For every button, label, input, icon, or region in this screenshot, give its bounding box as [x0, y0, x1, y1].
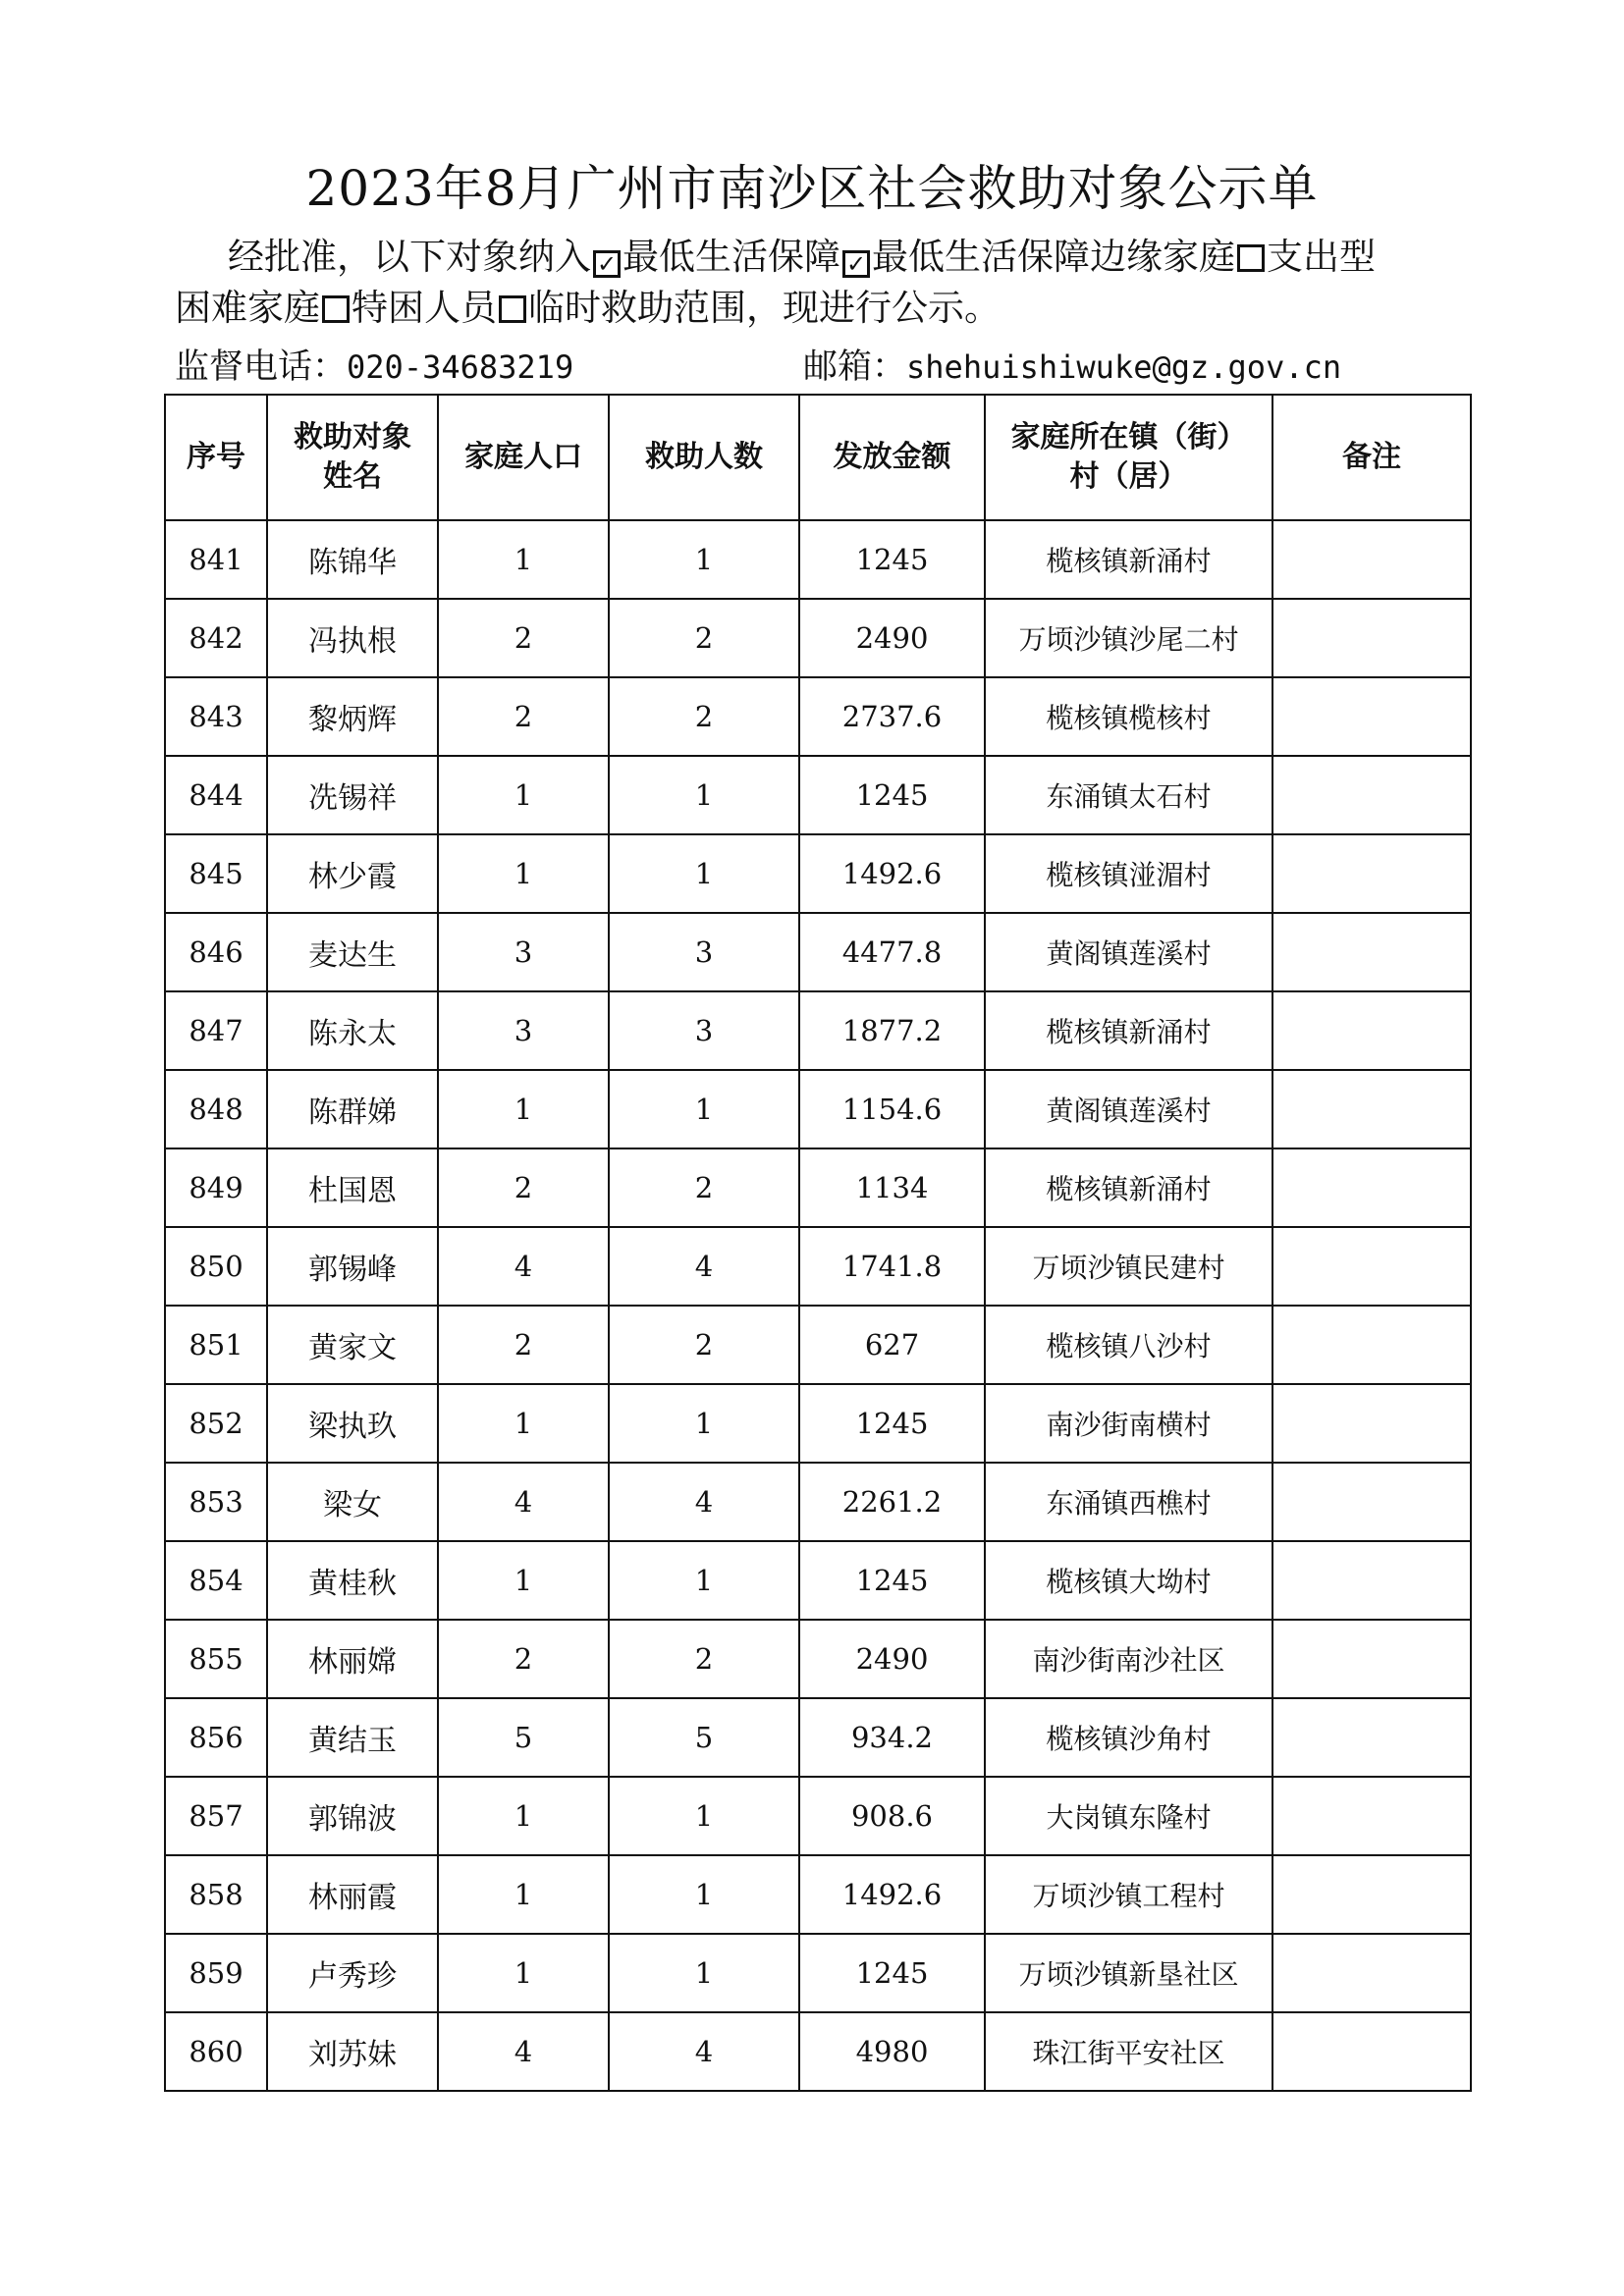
amount-cell: 1245 — [799, 756, 985, 834]
checkbox-empty-icon — [322, 295, 350, 323]
name-cell: 郭锡峰 — [267, 1227, 438, 1306]
aided-count-cell: 1 — [609, 756, 799, 834]
name-cell: 梁执玖 — [267, 1384, 438, 1463]
location-cell: 榄核镇湴湄村 — [985, 834, 1272, 913]
name-cell: 黄结玉 — [267, 1698, 438, 1777]
intro-text: 特困人员 — [352, 287, 497, 329]
household-size-cell: 1 — [438, 1934, 609, 2012]
name-cell: 陈群娣 — [267, 1070, 438, 1148]
location-cell: 万顷沙镇沙尾二村 — [985, 599, 1272, 677]
remarks-cell — [1272, 1855, 1471, 1934]
location-cell: 榄核镇榄核村 — [985, 677, 1272, 756]
table-row — [165, 1384, 1471, 1463]
header-cell-text: 家庭所在镇（街）村（居） — [1010, 420, 1247, 494]
aided-count-cell: 2 — [609, 677, 799, 756]
row-number-cell: 857 — [165, 1777, 267, 1855]
amount-cell: 2490 — [799, 599, 985, 677]
remarks-cell — [1272, 834, 1471, 913]
aided-count-cell: 1 — [609, 1855, 799, 1934]
remarks-cell — [1272, 1227, 1471, 1306]
location-cell: 万顷沙镇新垦社区 — [985, 1934, 1272, 2012]
phone-label: 监督电话： — [175, 347, 348, 387]
household-size-cell: 2 — [438, 677, 609, 756]
row-number-cell: 853 — [165, 1463, 267, 1541]
table-row — [165, 834, 1471, 913]
location-cell: 黄阁镇莲溪村 — [985, 913, 1272, 991]
intro-line-1 — [175, 232, 1481, 283]
table-row — [165, 1698, 1471, 1777]
table-row — [165, 520, 1471, 599]
table-row — [165, 913, 1471, 991]
aided-count-cell: 2 — [609, 1620, 799, 1698]
intro-paragraph — [175, 232, 1481, 334]
location-cell: 榄核镇沙角村 — [985, 1698, 1272, 1777]
aided-count-cell: 1 — [609, 1384, 799, 1463]
amount-cell: 1245 — [799, 520, 985, 599]
household-size-cell: 5 — [438, 1698, 609, 1777]
header-cell: 救助人数 — [609, 395, 799, 520]
remarks-cell — [1272, 913, 1471, 991]
household-size-cell: 1 — [438, 1855, 609, 1934]
household-size-cell: 1 — [438, 1070, 609, 1148]
row-number-cell: 841 — [165, 520, 267, 599]
row-number-cell: 846 — [165, 913, 267, 991]
recipients-table — [164, 394, 1472, 2092]
remarks-cell — [1272, 520, 1471, 599]
remarks-cell — [1272, 1620, 1471, 1698]
name-cell: 刘苏妹 — [267, 2012, 438, 2091]
aided-count-cell: 4 — [609, 1227, 799, 1306]
remarks-cell — [1272, 2012, 1471, 2091]
name-cell: 冯执根 — [267, 599, 438, 677]
remarks-cell — [1272, 1777, 1471, 1855]
email-address: shehuishiwuke@gz.gov.cn — [906, 348, 1342, 386]
location-cell: 大岗镇东隆村 — [985, 1777, 1272, 1855]
contact-line — [175, 344, 1342, 391]
row-number-cell: 843 — [165, 677, 267, 756]
header-cell: 发放金额 — [799, 395, 985, 520]
row-number-cell: 849 — [165, 1148, 267, 1227]
aided-count-cell: 4 — [609, 2012, 799, 2091]
household-size-cell: 4 — [438, 1227, 609, 1306]
household-size-cell: 3 — [438, 913, 609, 991]
name-cell: 黎炳辉 — [267, 677, 438, 756]
remarks-cell — [1272, 1306, 1471, 1384]
location-cell: 榄核镇新涌村 — [985, 991, 1272, 1070]
name-cell: 陈锦华 — [267, 520, 438, 599]
household-size-cell: 3 — [438, 991, 609, 1070]
remarks-cell — [1272, 1463, 1471, 1541]
amount-cell: 4477.8 — [799, 913, 985, 991]
table-row — [165, 756, 1471, 834]
household-size-cell: 2 — [438, 1620, 609, 1698]
table-row — [165, 1227, 1471, 1306]
row-number-cell: 847 — [165, 991, 267, 1070]
header-cell — [985, 395, 1272, 520]
intro-text: 困难家庭 — [175, 287, 320, 329]
name-cell: 黄家文 — [267, 1306, 438, 1384]
amount-cell: 2490 — [799, 1620, 985, 1698]
location-cell: 万顷沙镇工程村 — [985, 1855, 1272, 1934]
name-cell: 卢秀珍 — [267, 1934, 438, 2012]
table-row — [165, 1070, 1471, 1148]
row-number-cell: 848 — [165, 1070, 267, 1148]
household-size-cell: 2 — [438, 599, 609, 677]
household-size-cell: 1 — [438, 756, 609, 834]
header-cell: 序号 — [165, 395, 267, 520]
row-number-cell: 854 — [165, 1541, 267, 1620]
name-cell: 林丽霞 — [267, 1855, 438, 1934]
aided-count-cell: 1 — [609, 1070, 799, 1148]
table-row — [165, 2012, 1471, 2091]
row-number-cell: 859 — [165, 1934, 267, 2012]
name-cell: 冼锡祥 — [267, 756, 438, 834]
name-cell: 陈永太 — [267, 991, 438, 1070]
table-row — [165, 677, 1471, 756]
location-cell: 榄核镇新涌村 — [985, 1148, 1272, 1227]
location-cell: 珠江街平安社区 — [985, 2012, 1272, 2091]
household-size-cell: 4 — [438, 2012, 609, 2091]
row-number-cell: 844 — [165, 756, 267, 834]
name-cell: 梁女 — [267, 1463, 438, 1541]
location-cell: 东涌镇太石村 — [985, 756, 1272, 834]
intro-text: 临时救助范围，现进行公示。 — [528, 287, 1001, 329]
aided-count-cell: 2 — [609, 1306, 799, 1384]
amount-cell: 1492.6 — [799, 834, 985, 913]
phone-contact — [175, 344, 573, 391]
aided-count-cell: 1 — [609, 1777, 799, 1855]
location-cell: 榄核镇新涌村 — [985, 520, 1272, 599]
remarks-cell — [1272, 991, 1471, 1070]
amount-cell: 1245 — [799, 1384, 985, 1463]
remarks-cell — [1272, 1541, 1471, 1620]
row-number-cell: 845 — [165, 834, 267, 913]
location-cell: 万顷沙镇民建村 — [985, 1227, 1272, 1306]
table-row — [165, 1777, 1471, 1855]
aided-count-cell: 3 — [609, 913, 799, 991]
name-cell: 郭锦波 — [267, 1777, 438, 1855]
intro-text: 最低生活保障边缘家庭 — [872, 236, 1235, 278]
remarks-cell — [1272, 1070, 1471, 1148]
remarks-cell — [1272, 677, 1471, 756]
row-number-cell: 852 — [165, 1384, 267, 1463]
row-number-cell: 842 — [165, 599, 267, 677]
location-cell: 东涌镇西樵村 — [985, 1463, 1272, 1541]
name-cell: 杜国恩 — [267, 1148, 438, 1227]
aided-count-cell: 5 — [609, 1698, 799, 1777]
aided-count-cell: 2 — [609, 1148, 799, 1227]
row-number-cell: 850 — [165, 1227, 267, 1306]
aided-count-cell: 1 — [609, 520, 799, 599]
amount-cell: 2261.2 — [799, 1463, 985, 1541]
table-row — [165, 1148, 1471, 1227]
location-cell: 南沙街南横村 — [985, 1384, 1272, 1463]
household-size-cell: 1 — [438, 1541, 609, 1620]
amount-cell: 1134 — [799, 1148, 985, 1227]
amount-cell: 1877.2 — [799, 991, 985, 1070]
checkbox-checked-icon: ✓ — [842, 250, 870, 278]
amount-cell: 627 — [799, 1306, 985, 1384]
remarks-cell — [1272, 599, 1471, 677]
amount-cell: 1245 — [799, 1541, 985, 1620]
email-label: 邮箱： — [803, 347, 907, 387]
table-row — [165, 1463, 1471, 1541]
row-number-cell: 856 — [165, 1698, 267, 1777]
amount-cell: 1245 — [799, 1934, 985, 2012]
row-number-cell: 858 — [165, 1855, 267, 1934]
location-cell: 榄核镇八沙村 — [985, 1306, 1272, 1384]
remarks-cell — [1272, 756, 1471, 834]
aided-count-cell: 1 — [609, 1541, 799, 1620]
aided-count-cell: 1 — [609, 834, 799, 913]
intro-text: 经批准，以下对象纳入 — [228, 236, 591, 278]
amount-cell: 934.2 — [799, 1698, 985, 1777]
household-size-cell: 2 — [438, 1148, 609, 1227]
remarks-cell — [1272, 1384, 1471, 1463]
table-row — [165, 1306, 1471, 1384]
name-cell: 林少霞 — [267, 834, 438, 913]
table-row — [165, 1541, 1471, 1620]
row-number-cell: 855 — [165, 1620, 267, 1698]
household-size-cell: 1 — [438, 520, 609, 599]
checkbox-empty-icon — [1237, 244, 1265, 272]
name-cell: 黄桂秋 — [267, 1541, 438, 1620]
header-cell-text: 救助对象姓名 — [294, 420, 411, 494]
intro-line-2 — [175, 283, 1481, 334]
aided-count-cell: 3 — [609, 991, 799, 1070]
amount-cell: 4980 — [799, 2012, 985, 2091]
aided-count-cell: 1 — [609, 1934, 799, 2012]
intro-text: 最低生活保障 — [623, 236, 840, 278]
amount-cell: 1154.6 — [799, 1070, 985, 1148]
household-size-cell: 1 — [438, 834, 609, 913]
household-size-cell: 1 — [438, 1384, 609, 1463]
amount-cell: 1492.6 — [799, 1855, 985, 1934]
checkbox-empty-icon — [499, 295, 526, 323]
checkbox-checked-icon: ✓ — [593, 250, 621, 278]
phone-number: 020-34683219 — [347, 348, 574, 386]
table-row — [165, 991, 1471, 1070]
household-size-cell: 4 — [438, 1463, 609, 1541]
amount-cell: 2737.6 — [799, 677, 985, 756]
location-cell: 榄核镇大坳村 — [985, 1541, 1272, 1620]
name-cell: 麦达生 — [267, 913, 438, 991]
remarks-cell — [1272, 1148, 1471, 1227]
table-row — [165, 599, 1471, 677]
household-size-cell: 2 — [438, 1306, 609, 1384]
email-contact — [803, 344, 1341, 391]
aided-count-cell: 2 — [609, 599, 799, 677]
amount-cell: 908.6 — [799, 1777, 985, 1855]
table-row — [165, 1855, 1471, 1934]
location-cell: 南沙街南沙社区 — [985, 1620, 1272, 1698]
intro-text: 支出型 — [1267, 236, 1376, 278]
amount-cell: 1741.8 — [799, 1227, 985, 1306]
header-cell: 家庭人口 — [438, 395, 609, 520]
remarks-cell — [1272, 1698, 1471, 1777]
table-header-row — [165, 395, 1471, 520]
header-cell — [267, 395, 438, 520]
name-cell: 林丽嫦 — [267, 1620, 438, 1698]
table-row — [165, 1934, 1471, 2012]
row-number-cell: 851 — [165, 1306, 267, 1384]
row-number-cell: 860 — [165, 2012, 267, 2091]
page-title: 2023年8月广州市南沙区社会救助对象公示单 — [305, 160, 1319, 217]
household-size-cell: 1 — [438, 1777, 609, 1855]
header-cell: 备注 — [1272, 395, 1471, 520]
location-cell: 黄阁镇莲溪村 — [985, 1070, 1272, 1148]
aided-count-cell: 4 — [609, 1463, 799, 1541]
table-row — [165, 1620, 1471, 1698]
remarks-cell — [1272, 1934, 1471, 2012]
